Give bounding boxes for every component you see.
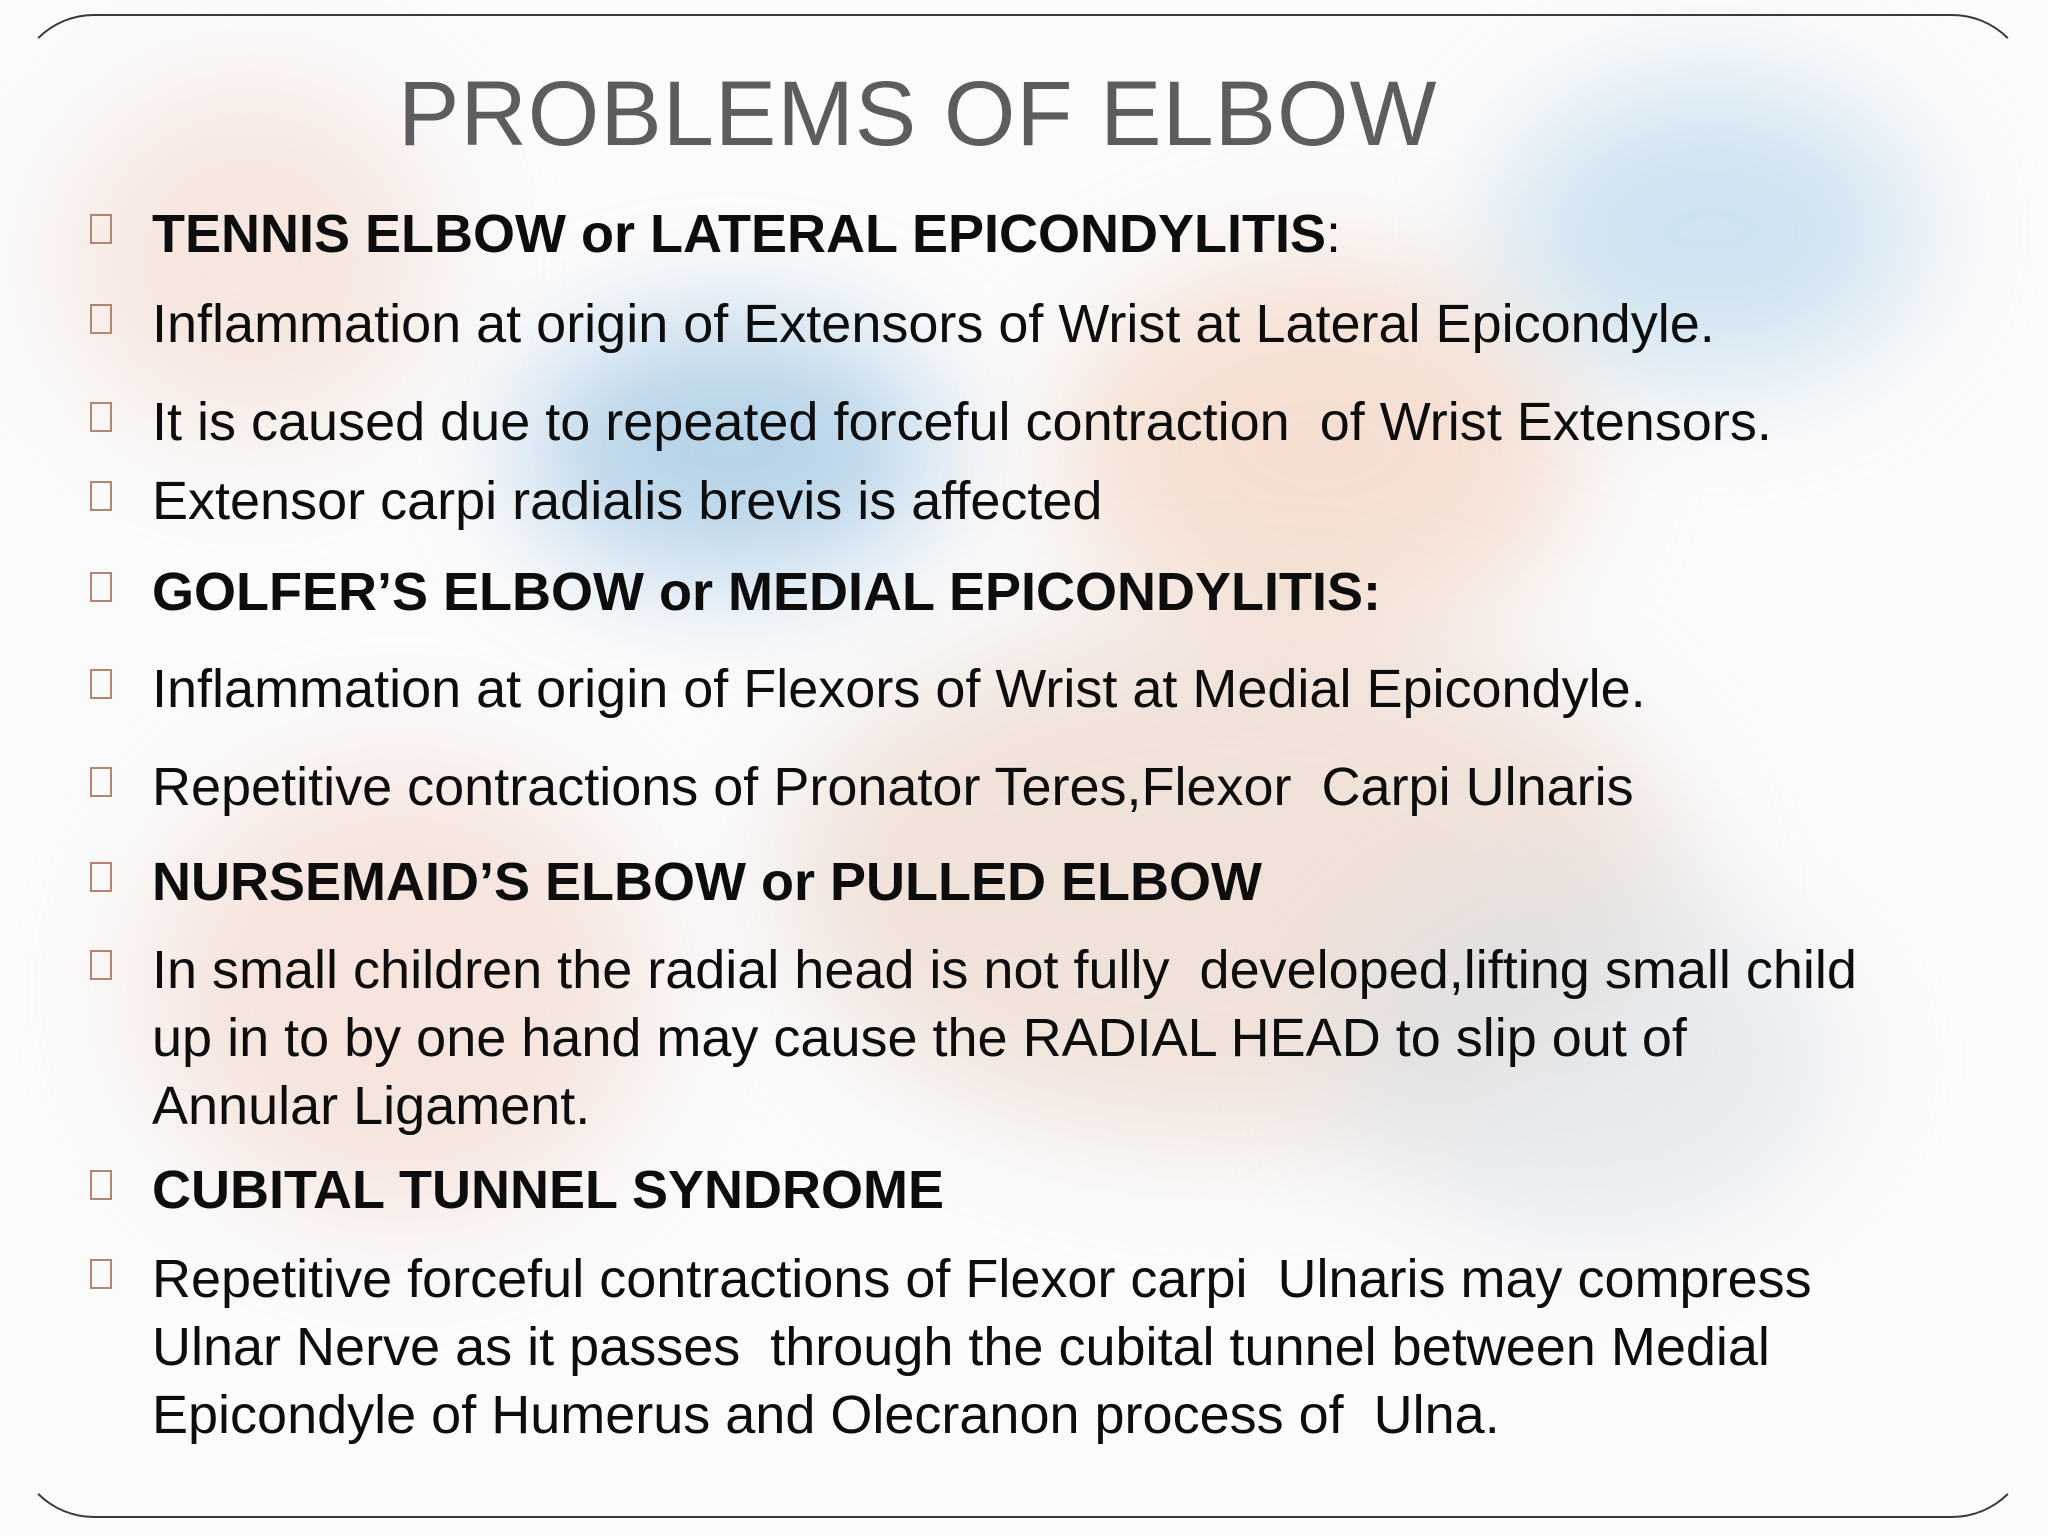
bullet-text: Inflammation at origin of Extensors of Wrist at Lateral Epicondyle. [152, 294, 1715, 354]
bullet-text: Extensor carpi radialis brevis is affected [152, 471, 1103, 531]
bullet-marker-icon [90, 481, 112, 511]
bullet-marker-icon [90, 950, 112, 980]
bullet-heading: GOLFER’S ELBOW or MEDIAL EPICONDYLITIS: [152, 562, 1382, 622]
bullet-marker-icon [90, 669, 112, 699]
slide-title: PROBLEMS OF ELBOW [398, 63, 1438, 165]
bullet-item [90, 200, 1990, 268]
bullet-heading: CUBITAL TUNNEL SYNDROME [152, 1160, 945, 1220]
bullet-heading-suffix: : [1326, 204, 1342, 264]
bullet-marker-icon [90, 304, 112, 334]
bullet-marker-icon [90, 767, 112, 797]
bullet-item [90, 848, 1990, 916]
bullet-item [90, 388, 1990, 456]
bullet-heading: NURSEMAID’S ELBOW or PULLED ELBOW [152, 852, 1262, 912]
bullet-marker-icon [90, 1170, 112, 1200]
bullet-text: It is caused due to repeated forceful contraction of Wrist Extensors. [152, 392, 1772, 452]
bullet-marker-icon [90, 862, 112, 892]
bullet-text: Repetitive contractions of Pronator Teres,Flexor Carpi Ulnaris [152, 757, 1634, 817]
bullet-text: Repetitive forceful contractions of Flexor carpi Ulnaris may compress Ulnar Nerve as it passes through the cubital tunnel between Medial Epicondyle of Humerus and Olecranon process of Ulna. [152, 1249, 1812, 1445]
bullet-item [90, 655, 1990, 723]
bullet-item [90, 467, 1990, 535]
bullet-marker-icon [90, 572, 112, 602]
bullet-text: In small children the radial head is not fully developed,lifting small child up in to by one hand may cause the RADIAL HEAD to slip out of Annular Ligament. [152, 940, 1857, 1136]
bullet-heading: TENNIS ELBOW or LATERAL EPICONDYLITIS: [152, 204, 1342, 264]
bullet-item [90, 290, 1990, 358]
bullet-marker-icon [90, 214, 112, 244]
bullet-item [90, 1245, 1990, 1449]
bullet-item [90, 936, 1990, 1140]
bullet-item [90, 558, 1990, 626]
bullet-text: Inflammation at origin of Flexors of Wrist at Medial Epicondyle. [152, 659, 1646, 719]
bullet-item [90, 753, 1990, 821]
bullet-marker-icon [90, 1259, 112, 1289]
bullet-item [90, 1156, 1990, 1224]
bullet-marker-icon [90, 402, 112, 432]
